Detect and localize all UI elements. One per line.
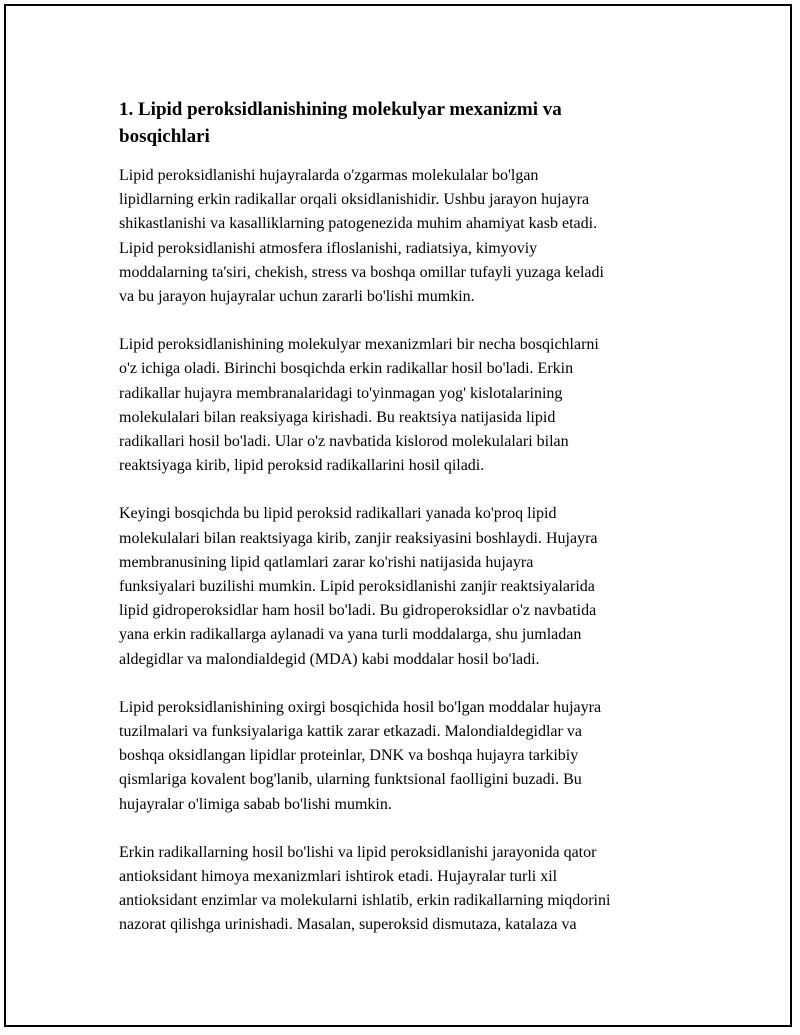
document-page <box>4 4 792 1027</box>
paragraph-1: Lipid peroksidlanishi hujayralarda o'zgarmas molekulalar bo'lgan lipidlarning erkin radikallar orqali oksidlanishidir. Ushbu jarayon hujayra shikastlanishi va kasalliklarning patogenezida muhim ahamiyat kasb etadi. Lipid peroksidlanishi atmosfera ifloslanishi, radiatsiya, kimyoviy moddalarning ta'siri, chekish, stress va boshqa omillar tufayli yuzaga keladi va bu jarayon hujayralar uchun zararli bo'lishi mumkin. <box>119 167 604 306</box>
paragraph-5: Erkin radikallarning hosil bo'lishi va lipid peroksidlanishi jarayonida qator antioksidant himoya mexanizmlari ishtirok etadi. Hujayralar turli xil antioksidant enzimlar va molekularni ishlatib, erkin radikallarning miqdorini nazorat qilishga urinishadi. Masalan, superoksid dismutaza, katalaza va <box>119 843 611 934</box>
document-body <box>119 96 699 962</box>
paragraph-3: Keyingi bosqichda bu lipid peroksid radikallari yanada ko'proq lipid molekulalari bilan reaktsiyaga kirib, zanjir reaksiyasini boshlaydi. Hujayra membranusining lipid qatlamlari zarar ko'rishi natijasida hujayra funksiyalari buzilishi mumkin. Lipid peroksidlanishi zanjir reaktsiyalarida lipid gidroperoksidlar ham hosil bo'ladi. Bu gidroperoksidlar o'z navbatida yana erkin radikallarga aylanadi va yana turli moddalarga, shu jumladan aldegidlar va malondialdegid (MDA) kabi moddalar hosil bo'ladi. <box>119 505 598 668</box>
paragraph-4: Lipid peroksidlanishining oxirgi bosqichida hosil bo'lgan moddalar hujayra tuzilmalari va funksiyalariga kattik zarar etkazadi. Malondialdegidlar va boshqa oksidlangan lipidlar proteinlar, DNK va boshqa hujayra tarkibiy qismlariga kovalent bog'lanib, ularning funktsional faolligini buzadi. Bu hujayralar o'limiga sabab bo'lishi mumkin. <box>119 698 602 813</box>
section-heading: 1. Lipid peroksidlanishining molekulyar mexanizmi va bosqichlari <box>119 99 562 147</box>
paragraph-2: Lipid peroksidlanishining molekulyar mexanizmlari bir necha bosqichlarni o'z ichiga oladi. Birinchi bosqichda erkin radikallar hosil bo'ladi. Erkin radikallar hujayra membranalaridagi to'yinmagan yog' kislotalarining molekulalari bilan reaksiyaga kirishadi. Bu reaktsiya natijasida lipid radikallari hosil bo'ladi. Ular o'z navbatida kislorod molekulalari bilan reaktsiyaga kirib, lipid peroksid radikallarini hosil qiladi. <box>119 336 599 475</box>
